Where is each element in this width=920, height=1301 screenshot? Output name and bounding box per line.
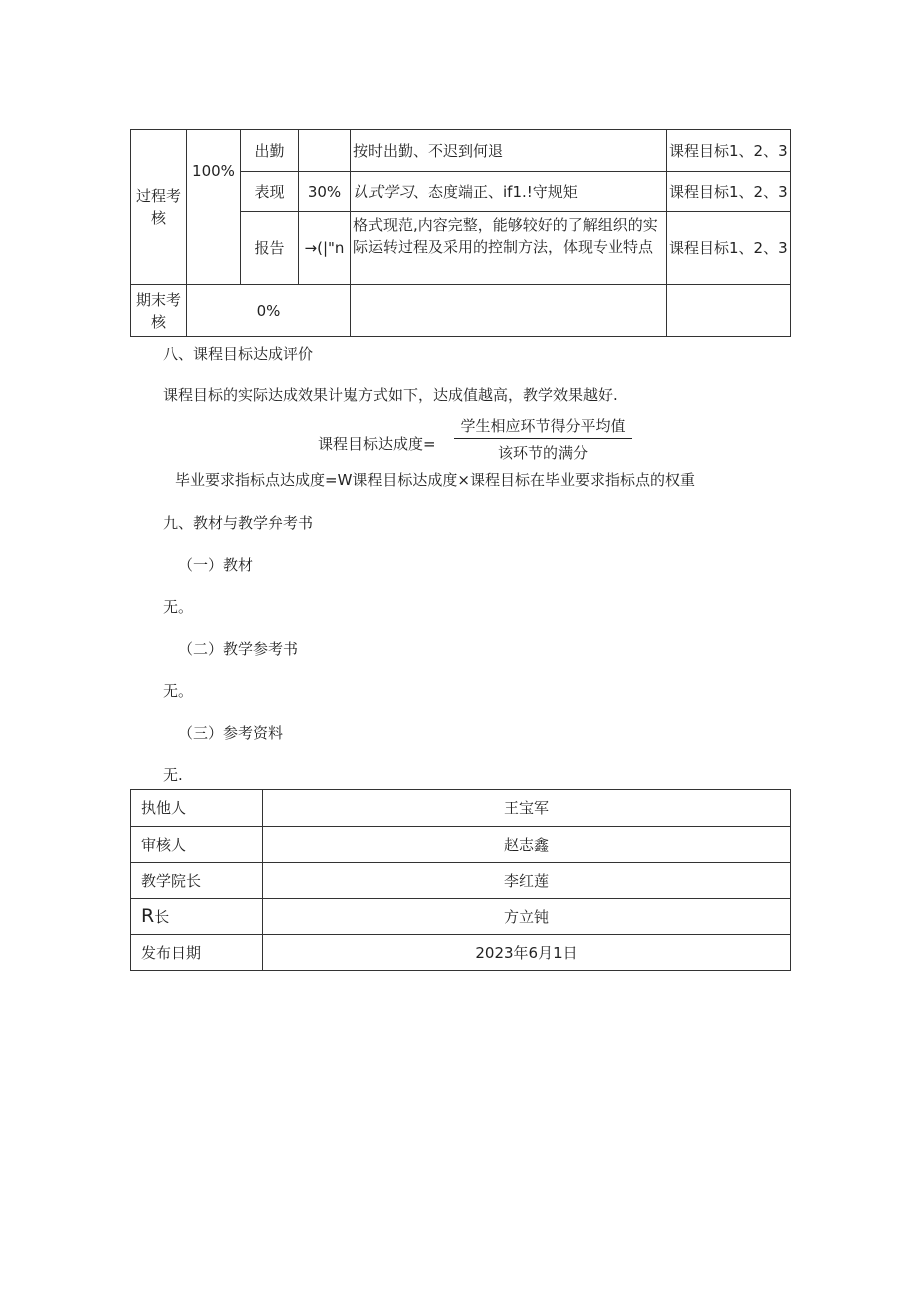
signoff-value: 2023年6月1日 — [263, 935, 791, 971]
formula-lhs: 课程目标达成度= — [318, 435, 436, 453]
formula-fraction — [454, 415, 632, 463]
text-textbook: 无。 — [163, 598, 194, 616]
final-goals — [667, 285, 791, 337]
text-reference-materials: 无. — [163, 766, 183, 784]
signoff-label: 执他人 — [131, 790, 263, 827]
goals-attendance: 课程目标1、2、3 — [667, 130, 791, 172]
signoff-label-rest: 长 — [154, 908, 170, 926]
signoff-value: 王宝军 — [263, 790, 791, 827]
requirement-performance-italic: 认式学习 — [353, 182, 414, 201]
signoff-value: 方立钝 — [263, 899, 791, 935]
ratio-report: →(|"n — [299, 212, 351, 285]
section8-heading: 八、课程目标达成评价 — [163, 345, 314, 363]
goals-performance: 课程目标1、2、3 — [667, 172, 791, 212]
item-report: 报告 — [241, 212, 299, 285]
process-assessment-label: 过程考核 — [131, 130, 187, 285]
ratio-performance: 30% — [299, 172, 351, 212]
signoff-row — [131, 935, 791, 971]
section9-heading: 九、教材与教学弁考书 — [163, 514, 314, 532]
assessment-table — [130, 129, 791, 337]
requirement-attendance: 按时出勤、不迟到何退 — [351, 130, 667, 172]
requirement-performance-rest: 、态度端正、if1.!守规矩 — [413, 182, 578, 201]
item-performance: 表现 — [241, 172, 299, 212]
signoff-row — [131, 899, 791, 935]
ratio-attendance — [299, 130, 351, 172]
goals-report: 课程目标1、2、3 — [667, 212, 791, 285]
signoff-label: 审核人 — [131, 827, 263, 863]
item-attendance: 出勤 — [241, 130, 299, 172]
requirement-performance — [351, 172, 667, 212]
signoff-table — [130, 789, 791, 971]
signoff-row — [131, 827, 791, 863]
formula-2: 毕业要求指标点达成度=W课程目标达成度×课程目标在毕业要求指标点的权重 — [175, 471, 695, 489]
final-assessment-label: 期末考核 — [131, 285, 187, 337]
final-weight: 0% — [187, 285, 351, 337]
process-weight: 100% — [187, 130, 241, 285]
signoff-label: 发布日期 — [131, 935, 263, 971]
signoff-value: 赵志鑫 — [263, 827, 791, 863]
subheading-reference-books: （二）教学参考书 — [178, 640, 299, 658]
final-requirement — [351, 285, 667, 337]
formula-numerator: 学生相应环节得分平均值 — [454, 415, 632, 439]
subheading-reference-materials: （三）参考资料 — [178, 724, 284, 742]
signoff-row — [131, 863, 791, 899]
section8-intro: 课程目标的实际达成效果计嵬方式如下，达成值越高，教学效果越好. — [163, 386, 618, 404]
signoff-value: 李红莲 — [263, 863, 791, 899]
requirement-report: 格式现范,内容完整，能够较好的了解组织的实际运转过程及采用的控制方法，体现专业特点 — [351, 212, 667, 285]
formula-denominator: 该环节的满分 — [497, 444, 588, 462]
signoff-label-initial: R — [141, 905, 155, 927]
signoff-label — [131, 899, 263, 935]
signoff-row — [131, 790, 791, 827]
text-reference-books: 无。 — [163, 682, 194, 700]
subheading-textbook: （一）教材 — [178, 556, 254, 574]
signoff-label: 教学院长 — [131, 863, 263, 899]
